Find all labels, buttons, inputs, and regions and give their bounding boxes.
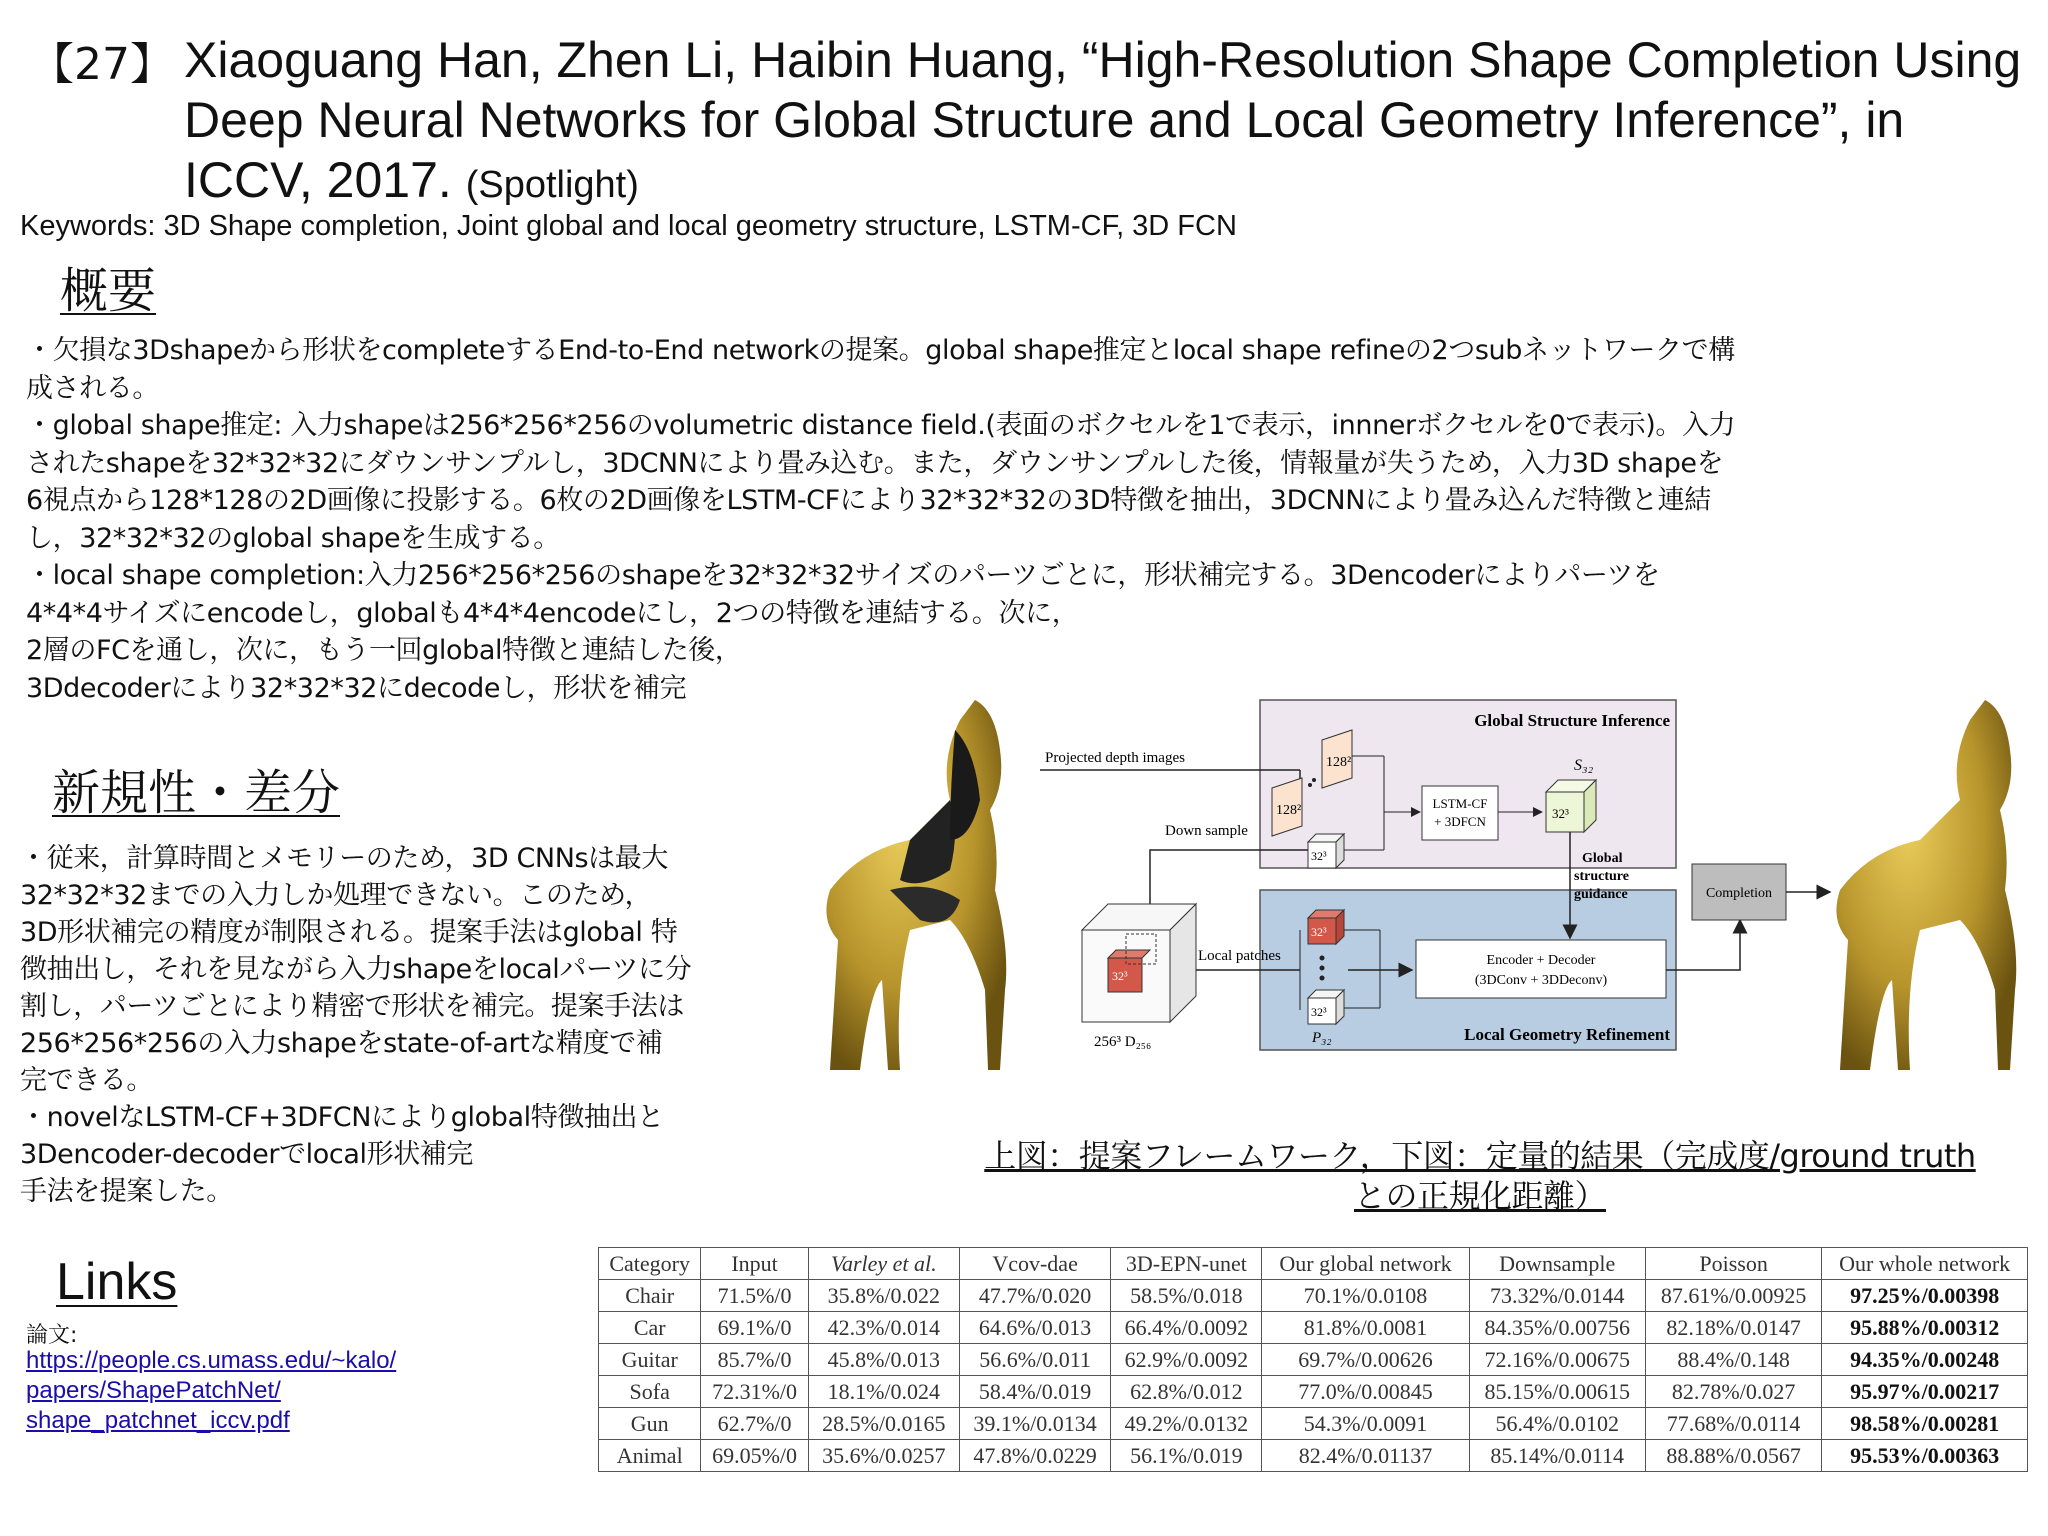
title-main: Xiaoguang Han, Zhen Li, Haibin Huang, “High-Resolution Shape Completion Using Deep Neural Networks for Global Structure and Local Geometry Inference”, in ICCV, 2017. <box>184 32 2022 208</box>
novelty-line: 割し，パーツごとにより精密で形状を補完。提案手法は <box>20 991 684 1022</box>
table-row <box>599 1312 2028 1344</box>
table-cell: 95.53%/0.00363 <box>1822 1440 2028 1472</box>
table-cell: 42.3%/0.014 <box>808 1312 959 1344</box>
summary-line: されたshapeを32*32*32にダウンサンプルし，3DCNNにより畳み込む。また，ダウンサンプルした後，情報量が失うため，入力3D shapeを <box>26 447 1724 479</box>
novelty-heading: 新規性・差分 <box>52 765 341 821</box>
global-structure-title: Global Structure Inference <box>1474 711 1670 730</box>
table-cell: 95.97%/0.00217 <box>1822 1376 2028 1408</box>
summary-line: 6視点から128*128の2D画像に投影する。6枚の2D画像をLSTM-CFにより32*32*32の3D特徴を抽出，3DCNNにより畳み込んだ特徴と連結 <box>26 485 1711 516</box>
table-cell: 87.61%/0.00925 <box>1645 1280 1821 1312</box>
table-row <box>599 1344 2028 1376</box>
lstm-box <box>1422 786 1498 840</box>
paper-title <box>184 30 2024 215</box>
table-cell: 56.6%/0.011 <box>959 1344 1110 1376</box>
table-cell: 64.6%/0.013 <box>959 1312 1110 1344</box>
table-cell: Chair <box>599 1280 701 1312</box>
table-header-cell: Varley et al. <box>808 1248 959 1280</box>
table-cell: 82.78%/0.027 <box>1645 1376 1821 1408</box>
table-header-cell: Vcov-dae <box>959 1248 1110 1280</box>
encoder-decoder-box <box>1416 940 1666 998</box>
paper-link[interactable] <box>26 1346 396 1436</box>
table-cell: 49.2%/0.0132 <box>1111 1408 1262 1440</box>
table-header-cell: Our global network <box>1262 1248 1469 1280</box>
table-cell: 82.18%/0.0147 <box>1645 1312 1821 1344</box>
table-cell: 77.68%/0.0114 <box>1645 1408 1821 1440</box>
table-cell: 58.4%/0.019 <box>959 1376 1110 1408</box>
table-cell: Sofa <box>599 1376 701 1408</box>
table-cell: 72.16%/0.00675 <box>1469 1344 1645 1376</box>
summary-line: ・欠損な3Dshapeから形状をcompleteするEnd-to-End networkの提案。global shape推定とlocal shape refineの2つsubネットワークで構 <box>26 335 1735 366</box>
guidance-label: Global <box>1582 851 1623 866</box>
table-cell: 62.9%/0.0092 <box>1111 1344 1262 1376</box>
novelty-line: 32*32*32までの入力しか処理できない。このため， <box>20 880 652 911</box>
summary-heading: 概要 <box>60 263 157 319</box>
cube-32-label: 32³ <box>1311 925 1327 939</box>
table-header-cell: Downsample <box>1469 1248 1645 1280</box>
table-cell: 62.8%/0.012 <box>1111 1376 1262 1408</box>
cube-32-label: 32³ <box>1552 806 1569 821</box>
paper-link-line: shape_patchnet_iccv.pdf <box>26 1407 290 1434</box>
table-cell: 56.1%/0.019 <box>1111 1440 1262 1472</box>
summary-line: 成される。 <box>26 372 159 404</box>
table-cell: 58.5%/0.018 <box>1111 1280 1262 1312</box>
keywords: Keywords: 3D Shape completion, Joint global and local geometry structure, LSTM-CF, 3D FCN <box>20 210 1237 242</box>
reference-number: 【27】 <box>30 39 174 90</box>
summary-line: ・local shape completion:入力256*256*256のshapeを32*32*32サイズのパーツごとに，形状補完する。3Dencoderによりパーツを <box>26 560 1660 591</box>
results-table <box>598 1247 2028 1472</box>
table-cell: Animal <box>599 1440 701 1472</box>
table-cell: Car <box>599 1312 701 1344</box>
table-row <box>599 1280 2028 1312</box>
table-cell: 69.05%/0 <box>701 1440 808 1472</box>
links-heading: Links <box>56 1253 178 1311</box>
table-cell: 71.5%/0 <box>701 1280 808 1312</box>
table-cell: 97.25%/0.00398 <box>1822 1280 2028 1312</box>
novelty-line: ・novelなLSTM-CF+3DFCNによりglobal特徴抽出と <box>20 1102 664 1133</box>
table-cell: 98.58%/0.00281 <box>1822 1408 2028 1440</box>
p32-label: P₃₂ <box>1312 1030 1332 1046</box>
s32-label: S₃₂ <box>1574 757 1594 774</box>
table-cell: 66.4%/0.0092 <box>1111 1312 1262 1344</box>
table-row <box>599 1408 2028 1440</box>
table-cell: 84.35%/0.00756 <box>1469 1312 1645 1344</box>
cube-128-label: 128² <box>1326 755 1352 770</box>
local-patches-label: Local patches <box>1198 948 1281 964</box>
table-header-cell: Category <box>599 1248 701 1280</box>
projected-depth-label: Projected depth images <box>1045 750 1185 766</box>
novelty-line: 手法を提案した。 <box>20 1176 233 1207</box>
table-cell: 70.1%/0.0108 <box>1262 1280 1469 1312</box>
table-cell: 85.14%/0.0114 <box>1469 1440 1645 1472</box>
completion-label: Completion <box>1705 886 1773 901</box>
paper-link-line: papers/ShapePatchNet/ <box>26 1377 281 1404</box>
local-geometry-title: Local Geometry Refinement <box>1464 1025 1670 1044</box>
table-cell: 69.7%/0.00626 <box>1262 1344 1469 1376</box>
novelty-line: 完できる。 <box>20 1065 153 1096</box>
table-cell: Guitar <box>599 1344 701 1376</box>
downsample-label: Down sample <box>1165 823 1248 839</box>
summary-text <box>26 332 2036 707</box>
lstm-label: + 3DFCN <box>1434 814 1486 829</box>
cube-32-label: 32³ <box>1311 1005 1327 1019</box>
d256-label: 256³ D₂₅₆ <box>1094 1034 1152 1050</box>
table-cell: 47.8%/0.0229 <box>959 1440 1110 1472</box>
table-cell: 77.0%/0.00845 <box>1262 1376 1469 1408</box>
cube-32-label: 32³ <box>1112 969 1128 983</box>
table-cell: 39.1%/0.0134 <box>959 1408 1110 1440</box>
table-cell: 56.4%/0.0102 <box>1469 1408 1645 1440</box>
novelty-line: ・従来，計算時間とメモリーのため，3D CNNsは最大 <box>20 843 668 874</box>
table-header-cell: Input <box>701 1248 808 1280</box>
input-horse-image <box>826 700 1006 1070</box>
table-cell: 95.88%/0.00312 <box>1822 1312 2028 1344</box>
table-cell: 73.32%/0.0144 <box>1469 1280 1645 1312</box>
guidance-label: structure <box>1574 869 1629 884</box>
table-cell: 85.7%/0 <box>701 1344 808 1376</box>
novelty-line: 3D形状補完の精度が制限される。提案手法はglobal 特 <box>20 917 678 948</box>
table-cell: 18.1%/0.024 <box>808 1376 959 1408</box>
table-cell: 28.5%/0.0165 <box>808 1408 959 1440</box>
novelty-text <box>20 840 810 1210</box>
table-cell: 81.8%/0.0081 <box>1262 1312 1469 1344</box>
cube-128-label: 128² <box>1276 803 1302 818</box>
summary-line: 2層のFCを通し，次に，もう一回global特徴と連結した後， <box>26 635 742 666</box>
table-cell: 62.7%/0 <box>701 1408 808 1440</box>
table-header-cell: 3D-EPN-unet <box>1111 1248 1262 1280</box>
table-row <box>599 1376 2028 1408</box>
table-cell: Gun <box>599 1408 701 1440</box>
summary-line: 3Ddecoderにより32*32*32にdecodeし，形状を補完 <box>26 672 687 704</box>
table-row <box>599 1440 2028 1472</box>
paper-link-label: 論文: <box>26 1323 78 1348</box>
table-header-row <box>599 1248 2028 1280</box>
novelty-line: 徴抽出し，それを見ながら入力shapeをlocalパーツに分 <box>20 954 692 985</box>
framework-figure <box>800 690 2048 1090</box>
figure-caption <box>930 1136 2030 1216</box>
table-cell: 69.1%/0 <box>701 1312 808 1344</box>
table-header-cell: Poisson <box>1645 1248 1821 1280</box>
encoder-decoder-label: (3DConv + 3DDeconv) <box>1474 973 1608 988</box>
encoder-decoder-label: Encoder + Decoder <box>1486 953 1596 968</box>
table-cell: 45.8%/0.013 <box>808 1344 959 1376</box>
paper-link-line: https://people.cs.umass.edu/~kalo/ <box>26 1347 397 1374</box>
title-note: (Spotlight) <box>465 164 639 206</box>
table-cell: 85.15%/0.00615 <box>1469 1376 1645 1408</box>
table-cell: 54.3%/0.0091 <box>1262 1408 1469 1440</box>
novelty-line: 3Dencoder-decoderでlocal形状補完 <box>20 1139 473 1170</box>
novelty-line: 256*256*256の入力shapeをstate-of-artな精度で補 <box>20 1028 663 1059</box>
caption-line: 上図：提案フレームワーク，下図：定量的結果（完成度/ground truth <box>984 1137 1976 1175</box>
table-cell: 47.7%/0.020 <box>959 1280 1110 1312</box>
summary-line: 4*4*4サイズにencodeし，globalも4*4*4encodeにし，2つの特徴を連結する。次に， <box>26 597 1079 629</box>
table-cell: 35.6%/0.0257 <box>808 1440 959 1472</box>
table-cell: 72.31%/0 <box>701 1376 808 1408</box>
output-horse-image <box>1836 700 2016 1070</box>
lstm-label: LSTM-CF <box>1432 796 1488 811</box>
summary-line: ・global shape推定: 入力shapeは256*256*256のvolumetric distance field.(表面のボクセルを1で表示，innnerボクセルを0で表示)。入力 <box>26 410 1736 441</box>
table-header-cell: Our whole network <box>1822 1248 2028 1280</box>
table-cell: 82.4%/0.01137 <box>1262 1440 1469 1472</box>
cube-32-label: 32³ <box>1311 849 1327 863</box>
table-cell: 88.4%/0.148 <box>1645 1344 1821 1376</box>
table-cell: 88.88%/0.0567 <box>1645 1440 1821 1472</box>
table-cell: 94.35%/0.00248 <box>1822 1344 2028 1376</box>
guidance-label: guidance <box>1574 887 1628 902</box>
caption-line: との正規化距離） <box>1353 1177 1606 1215</box>
summary-line: し，32*32*32のglobal shapeを生成する。 <box>26 522 560 554</box>
table-cell: 35.8%/0.022 <box>808 1280 959 1312</box>
